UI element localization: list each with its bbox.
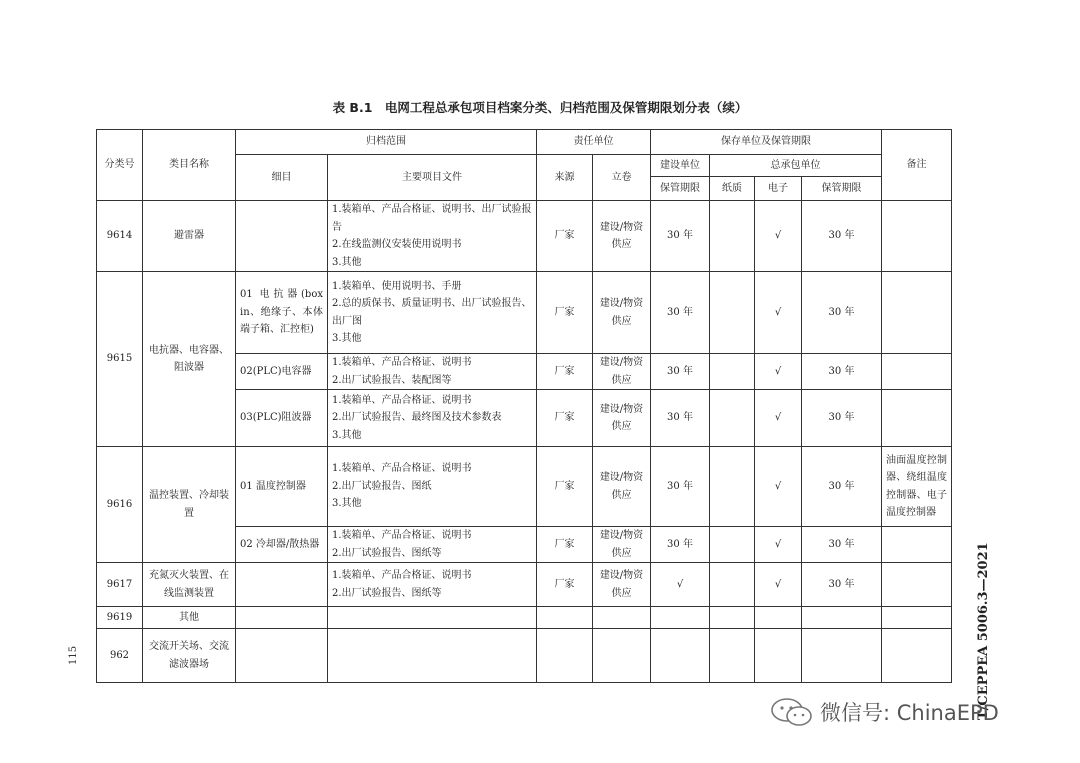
row-digital: √ — [755, 201, 802, 272]
row-owner-term: 30 年 — [651, 272, 710, 354]
row-paper — [710, 527, 755, 563]
row-name: 充氮灭火装置、在线监测装置 — [143, 563, 236, 607]
row-owner-term: 30 年 — [651, 354, 710, 390]
header-owner-term: 保管期限 — [651, 177, 710, 201]
row-name: 避雷器 — [143, 201, 236, 272]
row-remark — [882, 390, 952, 447]
row-filing: 建设/物资供应 — [593, 563, 651, 607]
row-paper — [710, 354, 755, 390]
row-owner-term: 30 年 — [651, 390, 710, 447]
row-paper — [710, 447, 755, 527]
row-item: 02 冷却器/散热器 — [236, 527, 328, 563]
row-item — [236, 201, 328, 272]
header-filing: 立卷 — [593, 155, 651, 201]
row-remark — [882, 354, 952, 390]
row-digital: √ — [755, 563, 802, 607]
header-keep: 保存单位及保管期限 — [651, 130, 882, 155]
row-source: 厂家 — [537, 354, 593, 390]
row-filing: 建设/物资供应 — [593, 527, 651, 563]
row-source: 厂家 — [537, 447, 593, 527]
row-epc-term: 30 年 — [802, 354, 882, 390]
row-name: 温控装置、冷却装置 — [143, 447, 236, 563]
row-digital: √ — [755, 447, 802, 527]
row-code: 9619 — [97, 607, 143, 629]
header-name: 类目名称 — [143, 130, 236, 201]
header-files: 主要项目文件 — [328, 155, 537, 201]
header-item: 细目 — [236, 155, 328, 201]
row-files: 1.装箱单、产品合格证、说明书 2.出厂试验报告、装配图等 — [328, 354, 537, 390]
row-epc-term: 30 年 — [802, 390, 882, 447]
row-files: 1.装箱单、产品合格证、说明书 2.出厂试验报告、图纸等 — [328, 563, 537, 607]
row-filing: 建设/物资供应 — [593, 354, 651, 390]
row-owner-term: √ — [651, 563, 710, 607]
row-remark — [882, 563, 952, 607]
archive-table — [96, 129, 952, 683]
row-item: 01 电抗器(box in、绝缘子、本体端子箱、汇控柜) — [236, 272, 328, 354]
row-source: 厂家 — [537, 527, 593, 563]
row-owner-term: 30 年 — [651, 201, 710, 272]
row-digital: √ — [755, 354, 802, 390]
table-row — [97, 629, 952, 683]
row-files: 1.装箱单、产品合格证、说明书、出厂试验报告 2.在线监测仪安装使用说明书 3.其他 — [328, 201, 537, 272]
header-epc: 总承包单位 — [710, 155, 882, 177]
row-files: 1.装箱单、产品合格证、说明书 2.出厂试验报告、图纸等 — [328, 527, 537, 563]
row-remark — [882, 272, 952, 354]
header-paper: 纸质 — [710, 177, 755, 201]
header-code: 分类号 — [97, 130, 143, 201]
row-paper — [710, 272, 755, 354]
row-files: 1.装箱单、使用说明书、手册 2.总的质保书、质量证明书、出厂试验报告、出厂图 3.其他 — [328, 272, 537, 354]
row-remark — [882, 527, 952, 563]
page-number: 115 — [68, 645, 79, 665]
header-scope: 归档范围 — [236, 130, 537, 155]
row-paper — [710, 563, 755, 607]
header-source: 来源 — [537, 155, 593, 201]
row-code: 9616 — [97, 447, 143, 563]
header-row-1 — [97, 130, 952, 155]
row-epc-term: 30 年 — [802, 272, 882, 354]
row-paper — [710, 201, 755, 272]
row-remark: 油面温度控制器、绕组温度控制器、电子温度控制器 — [882, 447, 952, 527]
watermark-text: 微信号: ChinaEPD — [820, 701, 999, 725]
row-source: 厂家 — [537, 272, 593, 354]
row-epc-term: 30 年 — [802, 563, 882, 607]
row-remark — [882, 201, 952, 272]
row-epc-term: 30 年 — [802, 447, 882, 527]
row-digital: √ — [755, 527, 802, 563]
table-row — [97, 272, 952, 354]
row-files: 1.装箱单、产品合格证、说明书 2.出厂试验报告、图纸 3.其他 — [328, 447, 537, 527]
header-resp: 责任单位 — [537, 130, 651, 155]
row-source: 厂家 — [537, 201, 593, 272]
row-code: 9614 — [97, 201, 143, 272]
row-filing: 建设/物资供应 — [593, 447, 651, 527]
row-item — [236, 563, 328, 607]
row-owner-term: 30 年 — [651, 447, 710, 527]
row-digital: √ — [755, 272, 802, 354]
row-name: 其他 — [143, 607, 236, 629]
row-code: 962 — [97, 629, 143, 683]
row-filing: 建设/物资供应 — [593, 201, 651, 272]
row-name: 电抗器、电容器、阻波器 — [143, 272, 236, 447]
row-name: 交流开关场、交流滤波器场 — [143, 629, 236, 683]
header-remark: 备注 — [882, 130, 952, 201]
header-owner: 建设单位 — [651, 155, 710, 177]
row-filing: 建设/物资供应 — [593, 390, 651, 447]
row-code: 9615 — [97, 272, 143, 447]
row-filing: 建设/物资供应 — [593, 272, 651, 354]
row-code: 9617 — [97, 563, 143, 607]
row-item: 02(PLC)电容器 — [236, 354, 328, 390]
row-item: 01 温度控制器 — [236, 447, 328, 527]
table-row — [97, 607, 952, 629]
row-digital: √ — [755, 390, 802, 447]
row-source: 厂家 — [537, 563, 593, 607]
watermark — [770, 697, 999, 727]
wechat-icon — [770, 697, 814, 727]
row-epc-term: 30 年 — [802, 201, 882, 272]
row-files: 1.装箱单、产品合格证、说明书 2.出厂试验报告、最终图及技术参数表 3.其他 — [328, 390, 537, 447]
table-row — [97, 201, 952, 272]
header-epc-term: 保管期限 — [802, 177, 882, 201]
table-row — [97, 563, 952, 607]
row-paper — [710, 390, 755, 447]
header-digital: 电子 — [755, 177, 802, 201]
table-row — [97, 447, 952, 527]
table-title: 表 B.1 电网工程总承包项目档案分类、归档范围及保管期限划分表（续） — [332, 100, 748, 115]
row-epc-term: 30 年 — [802, 527, 882, 563]
standard-number: T/CEPPEA 5006.3—2021 — [976, 542, 991, 720]
row-owner-term: 30 年 — [651, 527, 710, 563]
row-source: 厂家 — [537, 390, 593, 447]
row-item: 03(PLC)阻波器 — [236, 390, 328, 447]
